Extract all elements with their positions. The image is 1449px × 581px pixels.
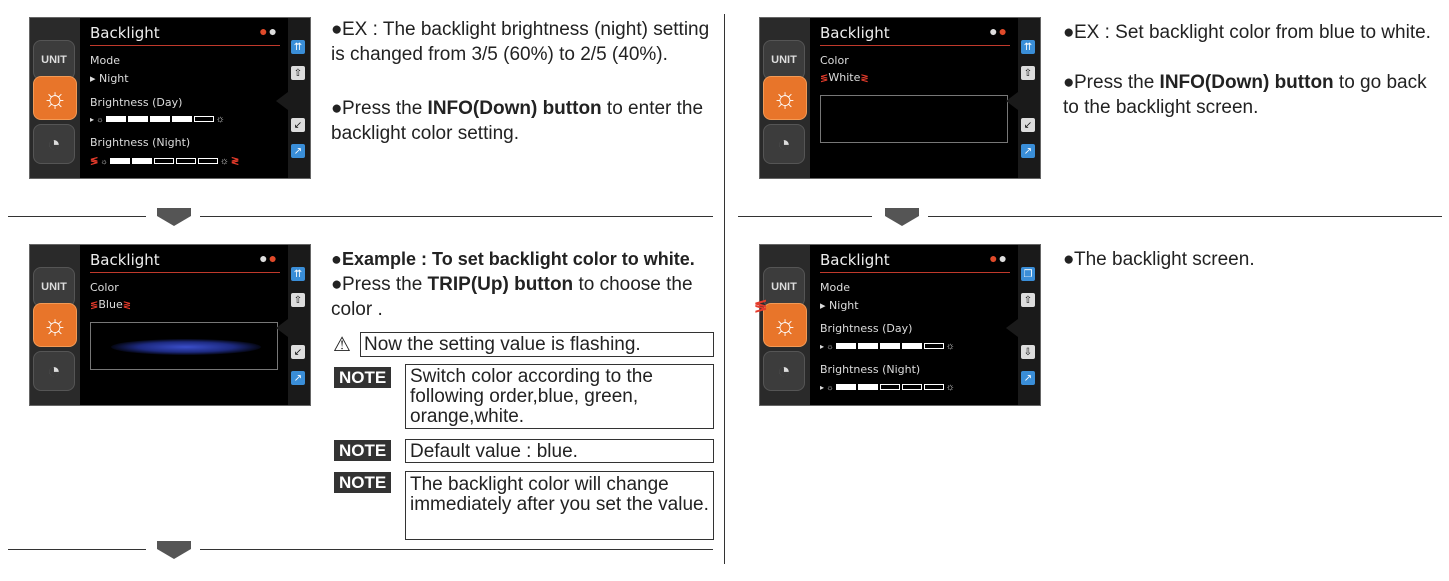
gauge-button xyxy=(763,124,805,164)
color-preview-box xyxy=(90,322,278,370)
divider-left-bottom xyxy=(8,549,146,550)
down-arrow-icon: ⇩ xyxy=(1021,345,1035,359)
divider-left xyxy=(8,216,146,217)
block1-p1: ●EX : The backlight brightness (night) setting is changed from 3/5 (60%) to 2/5 (40%). xyxy=(331,19,710,65)
page-dots: ●● xyxy=(989,23,1008,39)
block3-p1-text: EX : Set backlight color from blue to white. xyxy=(1074,22,1431,43)
block2-p2-bold: TRIP(Up) button xyxy=(427,274,574,295)
enter-icon: ↙ xyxy=(291,345,305,359)
right-panel xyxy=(1018,18,1040,178)
enter-icon: ↙ xyxy=(291,118,305,132)
exit-icon: ↗ xyxy=(291,144,305,158)
color-value: ≶Blue≷ xyxy=(90,298,132,311)
block3-p2-post: to go back to the backlight screen. xyxy=(1063,72,1427,118)
brightness-night-label: Brightness (Night) xyxy=(820,363,921,376)
brightness-day-bar: ▸ ☼ ☼ xyxy=(90,113,225,125)
mode-value: ▸ Night xyxy=(820,299,859,312)
down-arrow-icon xyxy=(157,549,191,559)
side-notch xyxy=(276,92,288,110)
note-badge-2: NOTE xyxy=(334,440,391,461)
block2-p2-pre: Press the xyxy=(342,274,428,295)
unit-icon: UNIT xyxy=(771,54,797,66)
block1-p2-post: to enter the backlight color setting. xyxy=(331,98,704,144)
block2-p2: ●Press the TRIP(Up) button to choose the color . xyxy=(331,274,693,320)
block2-p1: ●Example : To set backlight color to white. xyxy=(331,249,695,269)
side-notch xyxy=(1006,92,1018,110)
exit-icon: ↗ xyxy=(291,371,305,385)
side-notch xyxy=(1006,319,1018,337)
gauge-icon: ◔ xyxy=(777,131,791,156)
scroll-top-icon: ⇈ xyxy=(291,267,305,281)
gauge-button xyxy=(33,351,75,391)
backlight-button xyxy=(763,76,807,120)
left-panel xyxy=(760,245,810,405)
backlight-button xyxy=(33,303,77,347)
screen-title: Backlight xyxy=(90,251,160,269)
page-dots: ●● xyxy=(259,250,278,266)
color-label: Color xyxy=(820,54,849,67)
unit-button xyxy=(763,267,805,307)
sun-icon: ☼ xyxy=(42,82,68,113)
screen-title: Backlight xyxy=(820,251,890,269)
mode-label: Mode xyxy=(820,281,850,294)
exit-icon: ↗ xyxy=(1021,371,1035,385)
column-divider xyxy=(724,14,725,564)
device-screen-color-blue xyxy=(29,244,311,406)
block3-p1: ●EX : Set backlight color from blue to white. xyxy=(1063,22,1431,43)
block4-p1-text: The backlight screen. xyxy=(1074,249,1255,270)
color-preview-box xyxy=(820,95,1008,143)
device-screen-brightness-night xyxy=(29,17,311,179)
up-arrow-icon: ⇧ xyxy=(1021,66,1035,80)
gauge-button xyxy=(33,124,75,164)
backlight-button xyxy=(763,303,807,347)
blue-glow xyxy=(111,339,261,355)
color-value-text: White xyxy=(828,71,861,84)
flash-left-indicator: ≶ xyxy=(754,298,768,315)
brightness-night-label: Brightness (Night) xyxy=(90,136,191,149)
color-value: ≶White≷ xyxy=(820,71,869,84)
up-arrow-icon: ⇧ xyxy=(291,66,305,80)
block3-p2-bold: INFO(Down) button xyxy=(1159,72,1334,93)
warning-text: Now the setting value is flashing. xyxy=(364,334,641,355)
divider-right-right-col xyxy=(928,216,1442,217)
device-screen-backlight xyxy=(759,244,1041,406)
brightness-day-bar: ▸ ☼ ☼ xyxy=(820,340,955,352)
exit-icon: ↗ xyxy=(1021,144,1035,158)
color-value-text: Blue xyxy=(98,298,123,311)
unit-icon: UNIT xyxy=(771,281,797,293)
title-underline xyxy=(820,45,1010,46)
right-panel xyxy=(288,18,310,178)
unit-button xyxy=(33,40,75,80)
note-box-2 xyxy=(405,439,714,463)
block4-p1: ●The backlight screen. xyxy=(1063,249,1255,270)
note-box-3 xyxy=(405,471,714,540)
note-box-1 xyxy=(405,364,714,429)
block1-p2-pre: Press the xyxy=(342,98,428,119)
down-arrow-bar xyxy=(157,541,191,549)
unit-button xyxy=(763,40,805,80)
up-arrow-icon: ⇧ xyxy=(1021,293,1035,307)
gauge-icon: ◔ xyxy=(47,131,61,156)
gauge-icon: ◔ xyxy=(777,358,791,383)
block1-p2-bold: INFO(Down) button xyxy=(427,98,602,119)
up-arrow-icon: ⇧ xyxy=(291,293,305,307)
device-screen-color-white xyxy=(759,17,1041,179)
warning-box xyxy=(360,332,714,357)
color-label: Color xyxy=(90,281,119,294)
right-panel xyxy=(288,245,310,405)
warning-icon: ⚠ xyxy=(333,334,351,356)
note1-text: Switch color according to the following order,blue, green, orange,white. xyxy=(410,366,653,427)
down-arrow-bar xyxy=(157,208,191,216)
sun-icon: ☼ xyxy=(772,82,798,113)
scroll-top-icon: ⇈ xyxy=(1021,40,1035,54)
note-badge-3: NOTE xyxy=(334,472,391,493)
divider-right xyxy=(200,216,713,217)
title-underline xyxy=(90,45,280,46)
right-panel xyxy=(1018,245,1040,405)
mode-label: Mode xyxy=(90,54,120,67)
scroll-top-icon: ⇈ xyxy=(291,40,305,54)
screen-title: Backlight xyxy=(90,24,160,42)
block1-p2: ●Press the INFO(Down) button to enter the backlight color setting. xyxy=(331,98,704,144)
page-dots: ●● xyxy=(989,250,1008,266)
mode-value-text: Night xyxy=(99,72,129,85)
title-underline xyxy=(90,272,280,273)
note-badge-1: NOTE xyxy=(334,367,391,388)
block3-p2: ●Press the INFO(Down) button to go back to the backlight screen. xyxy=(1063,72,1427,118)
gauge-button xyxy=(763,351,805,391)
enter-icon: ↙ xyxy=(1021,118,1035,132)
down-arrow-bar xyxy=(885,208,919,216)
unit-button xyxy=(33,267,75,307)
divider-right-bottom xyxy=(200,549,713,550)
brightness-day-label: Brightness (Day) xyxy=(90,96,183,109)
sun-icon: ☼ xyxy=(42,309,68,340)
side-notch xyxy=(276,319,288,337)
backlight-button xyxy=(33,76,77,120)
page-dots: ●● xyxy=(259,23,278,39)
note2-text: Default value : blue. xyxy=(410,441,578,462)
brightness-night-bar: ≶ ☼ ☼ ≷ xyxy=(90,155,240,167)
left-panel xyxy=(30,245,80,405)
unit-icon: UNIT xyxy=(41,281,67,293)
down-arrow-icon xyxy=(157,216,191,226)
unit-icon: UNIT xyxy=(41,54,67,66)
down-arrow-icon xyxy=(885,216,919,226)
brightness-day-label: Brightness (Day) xyxy=(820,322,913,335)
sun-icon: ☼ xyxy=(772,309,798,340)
note3-text: The backlight color will change immediately after you set the value. xyxy=(410,474,709,515)
gauge-icon: ◔ xyxy=(47,358,61,383)
screen-title: Backlight xyxy=(820,24,890,42)
block3-p2-pre: Press the xyxy=(1074,72,1160,93)
divider-left-right-col xyxy=(738,216,872,217)
mode-value: ▸ Night xyxy=(90,72,129,85)
block1-p1-text: EX : The backlight brightness (night) setting is changed from 3/5 (60%) to 2/5 (40%). xyxy=(331,19,710,65)
brightness-night-bar: ▸ ☼ ☼ xyxy=(820,381,955,393)
block2-p2-post: to choose the color . xyxy=(331,274,693,320)
mode-value-text: Night xyxy=(829,299,859,312)
left-panel xyxy=(30,18,80,178)
left-panel xyxy=(760,18,810,178)
block2-p1-text: Example : To set backlight color to white. xyxy=(342,249,695,269)
title-underline xyxy=(820,272,1010,273)
copy-icon: ❐ xyxy=(1021,267,1035,281)
